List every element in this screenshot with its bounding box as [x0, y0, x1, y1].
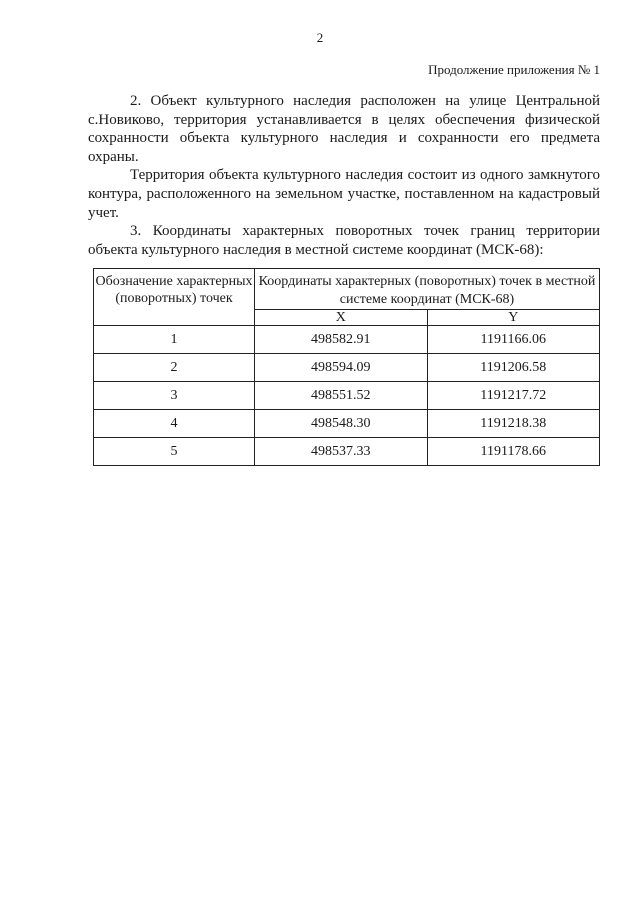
cell-y: 1191217.72 — [427, 382, 600, 410]
paragraph-coordinates-intro: 3. Координаты характерных поворотных точек границ территории объекта культурного наследия в местной системе координат (МСК-68): — [88, 223, 600, 258]
coordinates-table — [93, 268, 600, 466]
cell-x: 498551.52 — [255, 382, 428, 410]
cell-point: 1 — [94, 326, 255, 354]
cell-x: 498548.30 — [255, 410, 428, 438]
cell-y: 1191206.58 — [427, 354, 600, 382]
cell-y: 1191178.66 — [427, 438, 600, 466]
continuation-label: Продолжение приложения № 1 — [428, 62, 600, 77]
cell-x: 498537.33 — [255, 438, 428, 466]
table-row — [94, 410, 600, 438]
table-row — [94, 382, 600, 410]
cell-x: 498594.09 — [255, 354, 428, 382]
table-row — [94, 326, 600, 354]
table-row — [94, 438, 600, 466]
cell-point: 4 — [94, 410, 255, 438]
table-row — [94, 354, 600, 382]
header-x: X — [255, 310, 428, 326]
cell-x: 498582.91 — [255, 326, 428, 354]
header-point: Обозначение характерных (поворотных) точек — [94, 269, 255, 326]
body-text — [88, 92, 600, 259]
cell-point: 5 — [94, 438, 255, 466]
header-y: Y — [427, 310, 600, 326]
paragraph-location: 2. Объект культурного наследия расположен на улице Центральной с.Новиково, территория устанавливается в целях обеспечения физической сохранности объекта культурного наследия и сохранности его предмета охраны. — [88, 93, 600, 165]
page-number: 2 — [316, 30, 324, 45]
header-coordinates: Координаты характерных (поворотных) точек в местной системе координат (МСК-68) — [255, 269, 600, 310]
cell-point: 2 — [94, 354, 255, 382]
cell-point: 3 — [94, 382, 255, 410]
cell-y: 1191166.06 — [427, 326, 600, 354]
paragraph-territory: Территория объекта культурного наследия состоит из одного замкнутого контура, расположенного на земельном участке, поставленном на кадастровый учет. — [88, 167, 600, 221]
cell-y: 1191218.38 — [427, 410, 600, 438]
